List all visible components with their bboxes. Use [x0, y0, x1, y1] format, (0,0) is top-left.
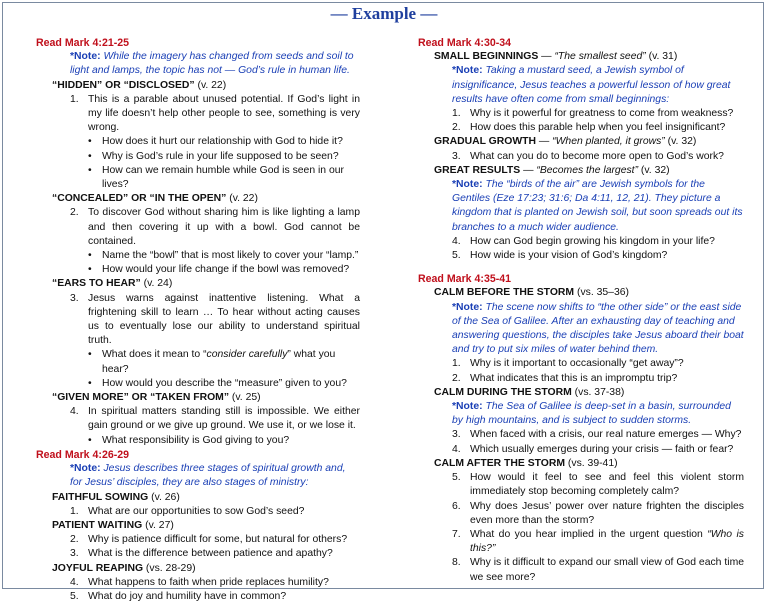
section-heading: PATIENT WAITING (v. 27): [52, 519, 174, 531]
numbered-question: 1. Why is it powerful for greatness to come from weakness?: [452, 108, 734, 120]
numbered-question: 2. What indicates that this is an impromptu trip?: [452, 372, 678, 384]
page-title: — Example —: [330, 4, 438, 23]
numbered-question: 4. What happens to faith when pride replaces humility?: [70, 576, 329, 588]
section-heading: “GIVEN MORE” OR “TAKEN FROM” (v. 25): [52, 392, 261, 404]
numbered-question: 2. To discover God without sharing him is like lighting a lamp and then covering it up with a bowl. God cannot be contained.: [70, 207, 360, 247]
section-heading: SMALL BEGINNINGS — “The smallest seed” (v. 31): [434, 51, 678, 63]
left-column: [36, 36, 360, 604]
numbered-question: 1. This is a parable about unused potential. If God’s light in my life doesn’t help other people to see, something is very wrong.: [70, 93, 360, 134]
bullet-question: • What responsibility is God giving to you?: [88, 434, 290, 446]
note: *Note: Jesus describes three stages of spiritual growth and, for Jesus’ disciples, they are also stages of ministry:: [70, 463, 346, 489]
right-column: [418, 36, 744, 585]
numbered-question: 1. Why is it important to occasionally “get away”?: [452, 358, 684, 370]
numbered-question: 6. Why does Jesus’ power over nature frighten the disciples even more than the storm?: [452, 500, 744, 526]
bullet-question: • Why is God’s rule in your life supposed to be seen?: [88, 150, 339, 162]
numbered-question: 2. How does this parable help when you feel insignificant?: [452, 122, 726, 134]
bullet-question: • How would you describe the “measure” given to you?: [88, 377, 347, 389]
numbered-question: 5. What do joy and humility have in common?: [70, 590, 287, 602]
section-heading: CALM BEFORE THE STORM (vs. 35–36): [434, 287, 629, 299]
section-heading: GREAT RESULTS — “Becomes the largest” (v. 32): [434, 164, 670, 176]
numbered-question: 3. When faced with a crisis, our real nature emerges — Why?: [452, 429, 742, 441]
note: *Note: While the imagery has changed from seeds and soil to light and lamps, the topic has not — God’s rule in human life.: [70, 51, 354, 77]
note: *Note: The “birds of the air” are Jewish symbols for the Gentiles (Eze 17:23; 31:6; Da 4:11, 12, 21). They picture a kingdom that is planted on Jewish soil, but soon spreads out its branches to a much wider audience.: [452, 179, 743, 233]
bullet-question: • Name the “bowl” that is most likely to cover your “lamp.”: [88, 250, 359, 262]
scripture-reference: Read Mark 4:35-41: [418, 273, 512, 286]
section-gap: [418, 263, 744, 272]
numbered-question: 2. Why is patience difficult for some, but natural for others?: [70, 534, 348, 546]
bullet-question: • How does it hurt our relationship with God to hide it?: [88, 136, 343, 148]
numbered-question: 5. How wide is your vision of God’s kingdom?: [452, 250, 668, 262]
numbered-question: 5. How would it feel to see and feel this violent storm immediately stop becoming completely calm?: [452, 472, 744, 498]
scripture-reference: Read Mark 4:21-25: [36, 37, 130, 49]
bullet-question: • What does it mean to “consider carefully” what you hear?: [88, 349, 336, 375]
section-heading: CALM AFTER THE STORM (vs. 39-41): [434, 457, 618, 469]
section-heading: “CONCEALED” OR “IN THE OPEN” (v. 22): [52, 193, 258, 205]
note: *Note: The scene now shifts to “the other side” or the east side of the Sea of Galilee. After an exhausting day of teaching and answering questions, the disciples take Jesus aboard their boat and try to put six miles of water behind them.: [452, 301, 744, 356]
numbered-question: 1. What are our opportunities to sow God’s seed?: [70, 505, 305, 517]
numbered-question: 4. How can God begin growing his kingdom in your life?: [452, 235, 715, 247]
scripture-reference: Read Mark 4:26-29: [36, 448, 130, 461]
section-heading: JOYFUL REAPING (vs. 28-29): [52, 562, 196, 574]
note: *Note: The Sea of Galilee is deep-set in a basin, surrounded by high mountains, and is subject to sudden storms.: [452, 401, 731, 427]
note: *Note: Taking a mustard seed, a Jewish symbol of insignificance, Jesus teaches a powerful lesson of how great results have often come from small beginnings:: [452, 65, 731, 105]
bullet-question: • How can we remain humble while God is seen in our lives?: [88, 164, 344, 191]
numbered-question: 4. Which usually emerges during your crisis — faith or fear?: [452, 443, 734, 455]
numbered-question: 4. In spiritual matters standing still is impossible. We either gain ground or we give up ground. We use it, or we lose it.: [70, 406, 360, 432]
numbered-question: 7. What do you hear implied in the urgent question “Who is this?”: [452, 528, 744, 555]
bullet-question: • How would your life change if the bowl was removed?: [88, 264, 350, 276]
numbered-question: 8. Why is it difficult to expand our small view of God each time we see more?: [452, 557, 744, 583]
section-heading: GRADUAL GROWTH — “When planted, it grows” (v. 32): [434, 136, 697, 148]
numbered-question: 3. What is the difference between patience and apathy?: [70, 548, 333, 560]
section-heading: “EARS TO HEAR” (v. 24): [52, 278, 173, 290]
numbered-question: 3. Jesus warns against inattentive listening. What a frightening skill to learn … To hear without acting causes us to eventually lose our ability to understand spiritual truth.: [70, 292, 360, 347]
section-heading: CALM DURING THE STORM (vs. 37-38): [434, 386, 625, 398]
section-heading: FAITHFUL SOWING (v. 26): [52, 491, 180, 503]
section-heading: “HIDDEN” OR “DISCLOSED” (v. 22): [52, 79, 227, 91]
numbered-question: 3. What can you do to become more open to God’s work?: [452, 150, 724, 162]
scripture-reference: Read Mark 4:30-34: [418, 37, 512, 49]
